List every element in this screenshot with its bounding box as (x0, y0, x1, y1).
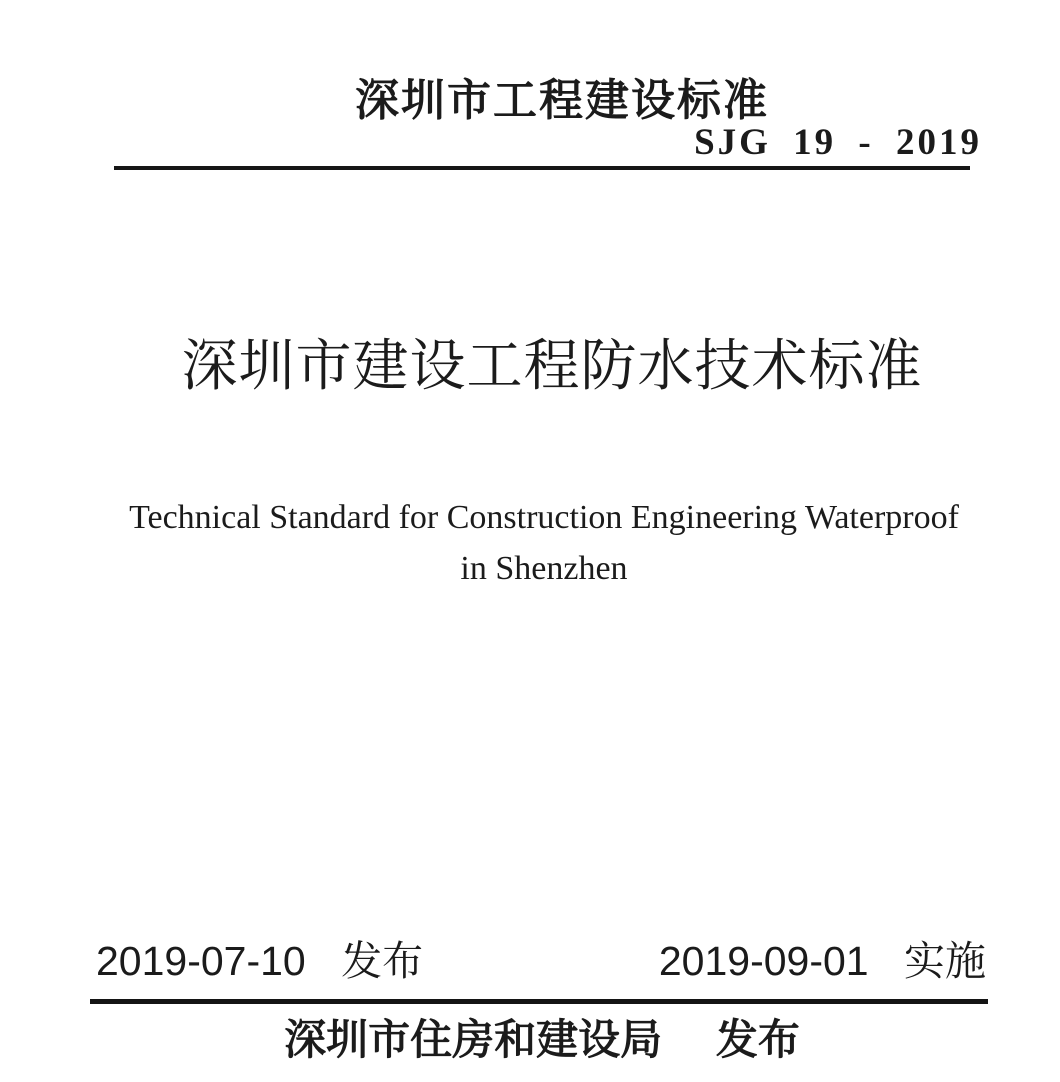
header-rule (114, 166, 970, 170)
document-title-en-line1: Technical Standard for Construction Engineering Waterproof (129, 499, 959, 536)
series-title: 深圳市工程建设标准 (355, 76, 769, 125)
document-title-en-line2: in Shenzhen (460, 550, 628, 587)
standard-code: SJG 19 - 2019 (694, 122, 982, 163)
publisher-name: 深圳市住房和建设局 (284, 1016, 663, 1063)
footer-rule (90, 999, 988, 1004)
issue-date: 2019-07-10 (96, 938, 306, 984)
implementation-date-label: 实施 (904, 938, 986, 984)
issue-date-label: 发布 (341, 938, 424, 984)
document-title-en (0, 492, 1060, 594)
document-title-zh: 深圳市建设工程防水技术标准 (181, 336, 923, 398)
issue-date-item (96, 928, 423, 987)
implementation-date: 2019-09-01 (658, 938, 869, 984)
publisher-row (0, 1014, 1060, 1066)
implementation-date-item (659, 928, 986, 987)
publisher-action-label: 发布 (715, 1016, 800, 1063)
dates-row (96, 928, 986, 987)
